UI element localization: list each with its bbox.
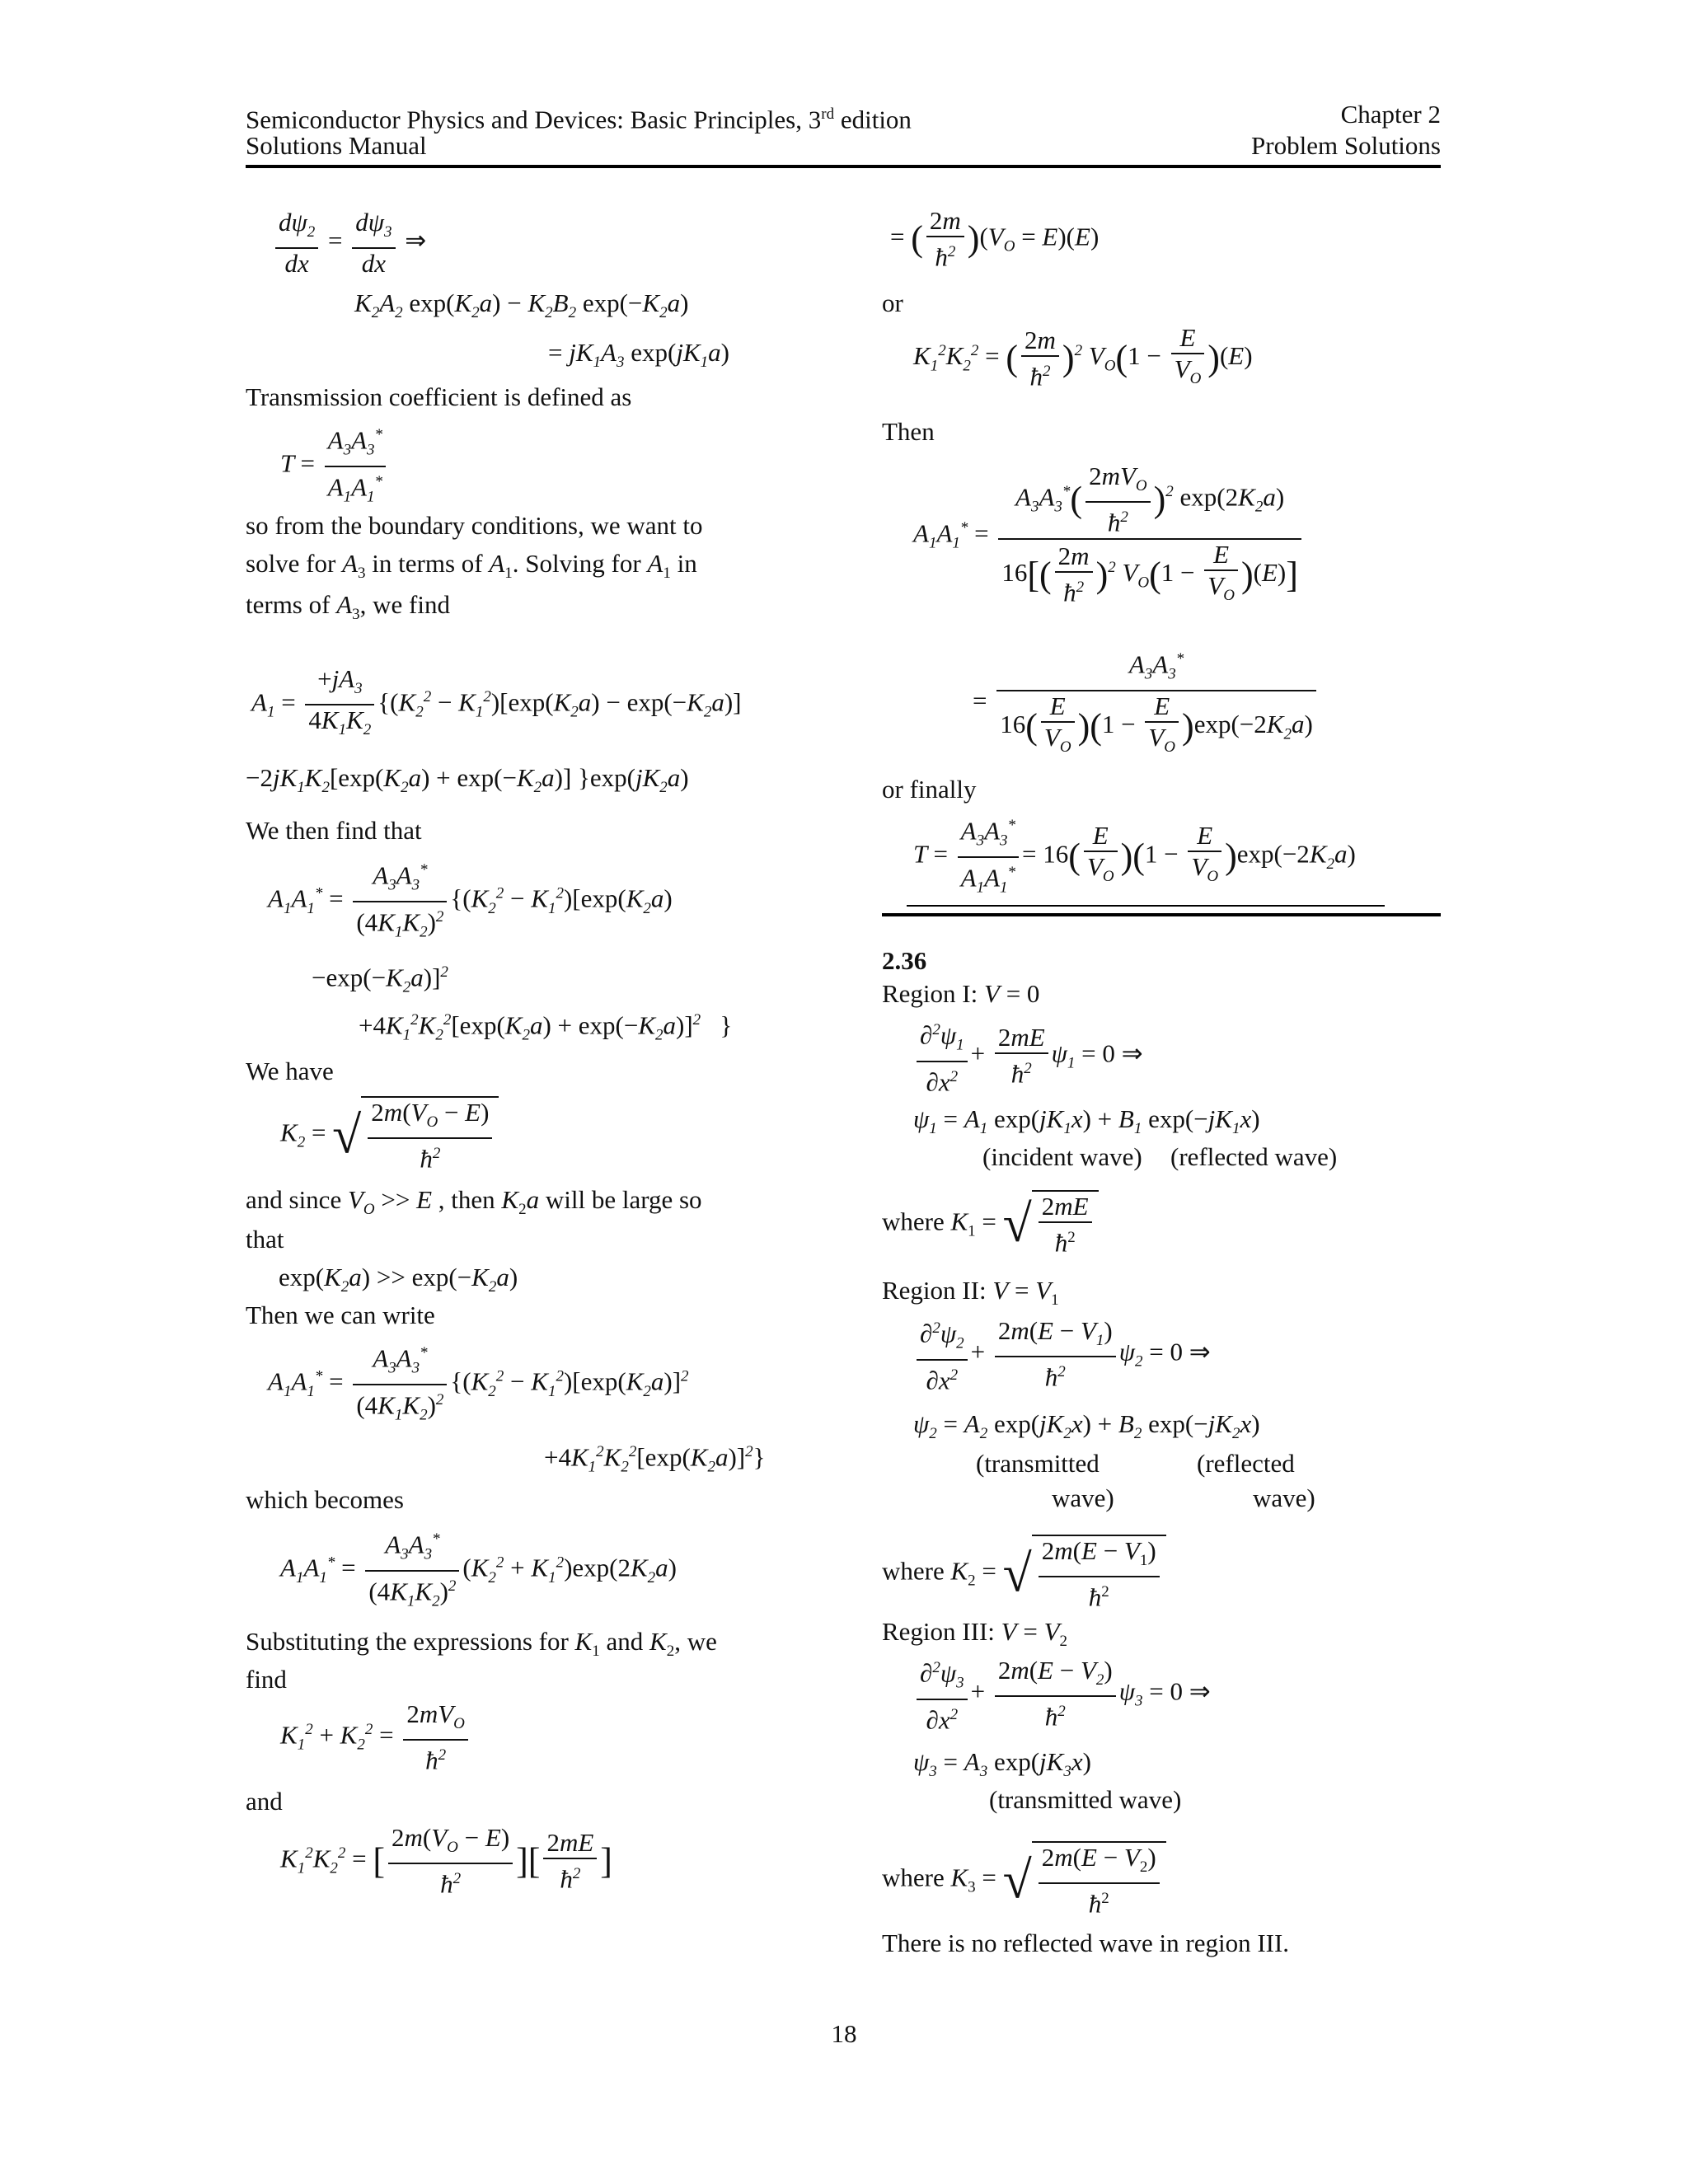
eq-schrodinger-1: $\frac{\partial^2\psi_1}{\partial x^2}$ + $\frac{2mE}{ħ^2}$ $\psi_1 = 0$ ⇒ (913, 1015, 1143, 1097)
eq-K-sum: $K_1^2 + K_2^2$ = $\frac{2mV_O}{ħ^2}$ (280, 1699, 471, 1776)
label-incident-wave: (incident wave) (982, 1142, 1142, 1171)
text-where-K2: where $K_2$ = √ $\frac{2m(E - V_1)}{ħ^2}$ (882, 1535, 1166, 1613)
header-section: Problem Solutions (1251, 131, 1441, 160)
text-or: or (882, 288, 903, 317)
eq-A1A1-approx-cont: $+4K_1^2K_2^2[\exp(K_2a)]^2$} (544, 1442, 766, 1476)
text-region-3: Region III: $V = V_2$ (882, 1617, 1067, 1651)
text-region-1: Region I: V = 0 (882, 979, 1040, 1008)
eq-r-product-2: $K_1^2K_2^2$ = ( $\frac{2m}{ħ^2}$ )$^2$ $V_O(1$ − $\frac{E}{V_O}$ )(E) (913, 323, 1253, 391)
eq-A1A1-approx: $A_1A_1^*$ = $\frac{A_3A_3^*}{(4K_1K_2)^2}$ {$(K_2^2 - K_1^2)[\exp(K_2a)]^2$ (268, 1338, 689, 1430)
text-where-K3: where $K_3$ = √ $\frac{2m(E - V_2)}{ħ^2}$ (882, 1841, 1166, 1919)
label-transmitted-wave: (transmitted wave) (989, 1785, 1182, 1814)
eq-K2-definition: $K_2$ = √ $\frac{2m(V_O - E)}{ħ^2}$ (280, 1096, 499, 1174)
eq-A1A1-star-cont1: $-\exp(-K_2a)]^2$ (312, 963, 448, 996)
eq-r-T-final: T = $\frac{A_3A_3^*}{A_1A_1^*}$ = 16( $\frac{E}{V_O}$ )(1 − $\frac{E}{V_O}$ )$\exp(-2K_2a)$ (913, 811, 1356, 902)
section-number: 2.36 (882, 946, 927, 975)
eq-A1A1-result: $A_1A_1^*$ = $\frac{A_3A_3^*}{(4K_1K_2)^2}$ $(K_2^2 + K_1^2)\exp(2K_2a)$ (280, 1525, 677, 1616)
text-and-since: and since $V_O >> E$ , then $K_2a$ will be large so (246, 1185, 702, 1219)
eq-A1A1-star-cont2: $+4K_1^2K_2^2[\exp(K_2a) + \exp(-K_2a)]^2$ } (359, 1010, 733, 1044)
label-reflected-close: wave) (1253, 1483, 1315, 1512)
text-then: Then (882, 417, 935, 446)
label-transmitted-open: (transmitted (976, 1449, 1100, 1478)
eq-r-product-1: = ( $\frac{2m}{ħ^2}$ )$(V_O = E)(E)$ (890, 206, 1100, 272)
eq-A1-solution: $A_1$ = $\frac{+jA_3}{4K_1K_2}$ {$(K_2^2 - K_1^2)[\exp(K_2a) - \exp(-K_2a)]$ (251, 664, 742, 739)
eq-A1-solution-cont: $-2jK_1K_2[\exp(K_2a) + \exp(-K_2a)]$ }$\exp(jK_2a)$ (246, 763, 689, 797)
header-book-title: Semiconductor Physics and Devices: Basic Principles, 3rd edition (246, 105, 912, 134)
section-divider (882, 913, 1441, 916)
text-solve-for: solve for $A_3$ in terms of $A_1$. Solving for $A_1$ in (246, 549, 697, 583)
header-solutions-manual: Solutions Manual (246, 131, 427, 160)
text-substituting: Substituting the expressions for $K_1$ and $K_2$, we (246, 1627, 717, 1661)
eq-T-definition: T = $\frac{A_3A_3^*}{A_1A_1^*}$ (280, 420, 389, 512)
eq-exp-inequality: $\exp(K_2a) >> \exp(-K_2a)$ (279, 1263, 518, 1296)
text-terms-of: terms of $A_3$, we find (246, 590, 450, 624)
eq-r-A1A1-simplified: = $A_3A_3^*$ 16( $\frac{E}{V_O}$ )(1 − $\frac{E}{V_O}$ )$\exp(-2K_2a)$ (973, 644, 1320, 762)
eq-schrodinger-2: $\frac{\partial^2\psi_2}{\partial x^2}$ + $\frac{2m(E - V_1)}{ħ^2}$ $\psi_2 = 0$ ⇒ (913, 1314, 1211, 1395)
text-or-finally: or finally (882, 775, 977, 804)
eq-A1A1-star: $A_1A_1^*$ = $\frac{A_3A_3^*}{(4K_1K_2)^2}$ {$(K_2^2 - K_1^2)[\exp(K_2a)$ (268, 855, 673, 947)
label-transmitted-close: wave) (1052, 1483, 1114, 1512)
eq-dpsi-continuity: $\frac{d\psi_2}{dx}$ = $\frac{d\psi_3}{dx}$ ⇒ (272, 208, 426, 279)
eq-K-product: $K_1^2K_2^2$ = [ $\frac{2m(V_O - E)}{ħ^2}$ ][ $\frac{2mE}{ħ^2}$ ] (280, 1823, 612, 1899)
header-rule (246, 165, 1441, 168)
eq-boundary-lhs: $K_2A_2$ $\exp(K_2a) - K_2B_2$ $\exp(-K_2a)$ (354, 288, 689, 322)
label-reflected-wave: (reflected wave) (1170, 1142, 1338, 1171)
text-no-reflected-wave: There is no reflected wave in region III. (882, 1929, 1290, 1957)
eq-boundary-rhs: = $jK_1A_3$ $\exp(jK_1a)$ (548, 338, 729, 372)
label-reflected-open: (reflected (1197, 1449, 1295, 1478)
text-we-have: We have (246, 1057, 334, 1085)
final-underline (907, 905, 1385, 907)
text-transmission-defined: Transmission coefficient is defined as (246, 382, 632, 411)
eq-schrodinger-3: $\frac{\partial^2\psi_3}{\partial x^2}$ + $\frac{2m(E - V_2)}{ħ^2}$ $\psi_3 = 0$ ⇒ (913, 1653, 1211, 1735)
text-then-we-can-write: Then we can write (246, 1301, 435, 1329)
text-we-then-find: We then find that (246, 816, 422, 845)
text-region-2: Region II: $V = V_1$ (882, 1276, 1059, 1310)
text-boundary-conditions: so from the boundary conditions, we want to (246, 511, 703, 540)
text-where-K1: where $K_1$ = √ $\frac{2mE}{ħ^2}$ (882, 1190, 1099, 1258)
text-find: find (246, 1665, 287, 1694)
eq-r-A1A1-big: $A_1A_1^*$ = $A_3A_3^*$( $\frac{2mV_O}{ħ^2}$ )$^2$ $\exp(2K_2a)$ 16[( $\frac{2m}{ħ^2}$ )$^2$ $V_O(1$ − $\frac{E}{V_O}$ )(E)] (913, 462, 1305, 611)
text-that: that (246, 1225, 284, 1254)
text-which-becomes: which becomes (246, 1485, 404, 1514)
header-chapter: Chapter 2 (1340, 100, 1441, 129)
eq-psi-1: $\psi_1 = A_1$ $\exp(jK_1x) + B_1$ $\exp(-jK_1x)$ (913, 1104, 1260, 1138)
page-number: 18 (831, 2019, 857, 2048)
eq-psi-3: $\psi_3 = A_3$ $\exp(jK_3x)$ (913, 1747, 1091, 1781)
eq-psi-2: $\psi_2 = A_2$ $\exp(jK_2x) + B_2$ $\exp(-jK_2x)$ (913, 1409, 1260, 1443)
text-and: and (246, 1787, 283, 1816)
